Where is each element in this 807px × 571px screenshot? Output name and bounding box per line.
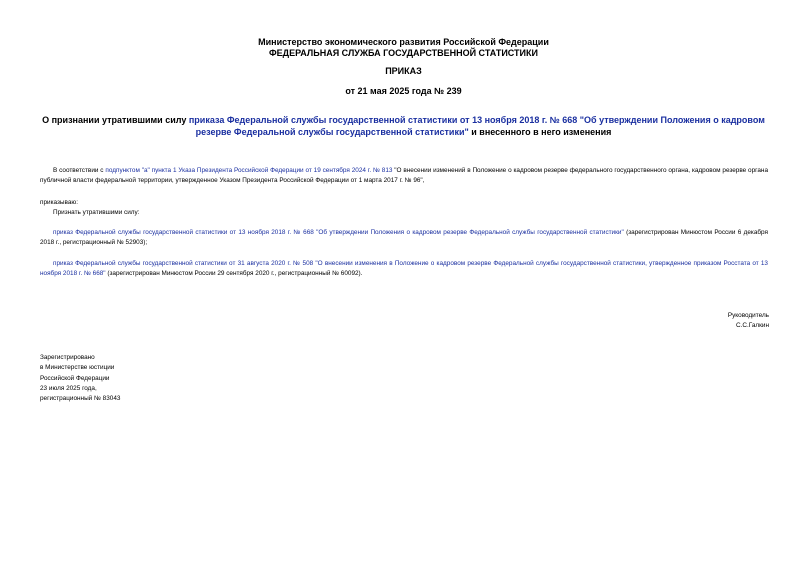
revoked-item-1 — [40, 228, 768, 248]
basis-paragraph — [40, 166, 768, 186]
registration-date: 23 июля 2025 года, — [40, 384, 97, 392]
revoked-item-1-link[interactable]: приказ Федеральной службы государственной статистики от 13 ноября 2018 г. № 668 "Об утверждении Положения о кадровом резерве Федеральной службы государственной статистики" — [53, 229, 624, 236]
ministry-name: Министерство экономического развития Российской Федерации — [258, 37, 549, 47]
document-date-number: от 21 мая 2025 года № 239 — [345, 86, 462, 96]
revoked-item-1-suffix: (зарегистрирован Минюстом России 6 декабря 2018 г., регистрационный № 52903); — [40, 229, 768, 246]
signatory-role: Руководитель — [727, 312, 769, 319]
revoked-item-2 — [40, 259, 768, 279]
registration-line: в Министерстве юстиции — [40, 364, 115, 372]
registration-block — [40, 353, 120, 404]
registration-line: Зарегистрировано — [40, 354, 95, 361]
title-link[interactable]: приказа Федеральной службы государственной статистики от 13 ноября 2018 г. № 668 "Об утверждении Положения о кадровом резерве Федеральной службы государственной статистики" — [188, 115, 765, 137]
revoked-item-2-link[interactable]: приказ Федеральной службы государственной статистики от 31 августа 2020 г. № 508 "О внесении изменения в Положение о кадровом резерве Федеральной службы государственной статистики, утвержденное приказом Росстата от 13 ноября 2018 г. № 668" — [40, 260, 768, 277]
basis-suffix: "О внесении изменений в Положение о кадровом резерве федерального государственного органа, кадровом резерве органа публичной власти федеральной территории, утвержденное Указом Президента Российской Федерации от 1 марта 2017 г. № 96", — [40, 167, 768, 184]
registration-number: регистрационный № 83043 — [40, 395, 121, 403]
revoked-item-2-suffix: (зарегистрирован Минюстом России 29 сентября 2020 г., регистрационный № 60092). — [105, 270, 363, 277]
registration-line: Российской Федерации — [40, 374, 110, 382]
document-type: ПРИКАЗ — [385, 66, 422, 76]
signatory-name: С.С.Галкин — [735, 322, 769, 329]
basis-prefix: В соответствии с — [53, 167, 106, 174]
title-prefix: О признании утратившими силу — [42, 115, 189, 125]
basis-link[interactable]: подпунктом "а" пункта 1 Указа Президента Российской Федерации от 19 сентября 2024 г. № 813 — [105, 167, 393, 174]
service-name: ФЕДЕРАЛЬНАЯ СЛУЖБА ГОСУДАРСТВЕННОЙ СТАТИСТИКИ — [269, 48, 538, 58]
document-title — [40, 114, 767, 138]
order-word: приказываю: — [40, 199, 78, 206]
title-suffix: и внесенного в него изменения — [468, 127, 612, 137]
declare-paragraph: Признать утратившими силу: — [53, 209, 140, 216]
